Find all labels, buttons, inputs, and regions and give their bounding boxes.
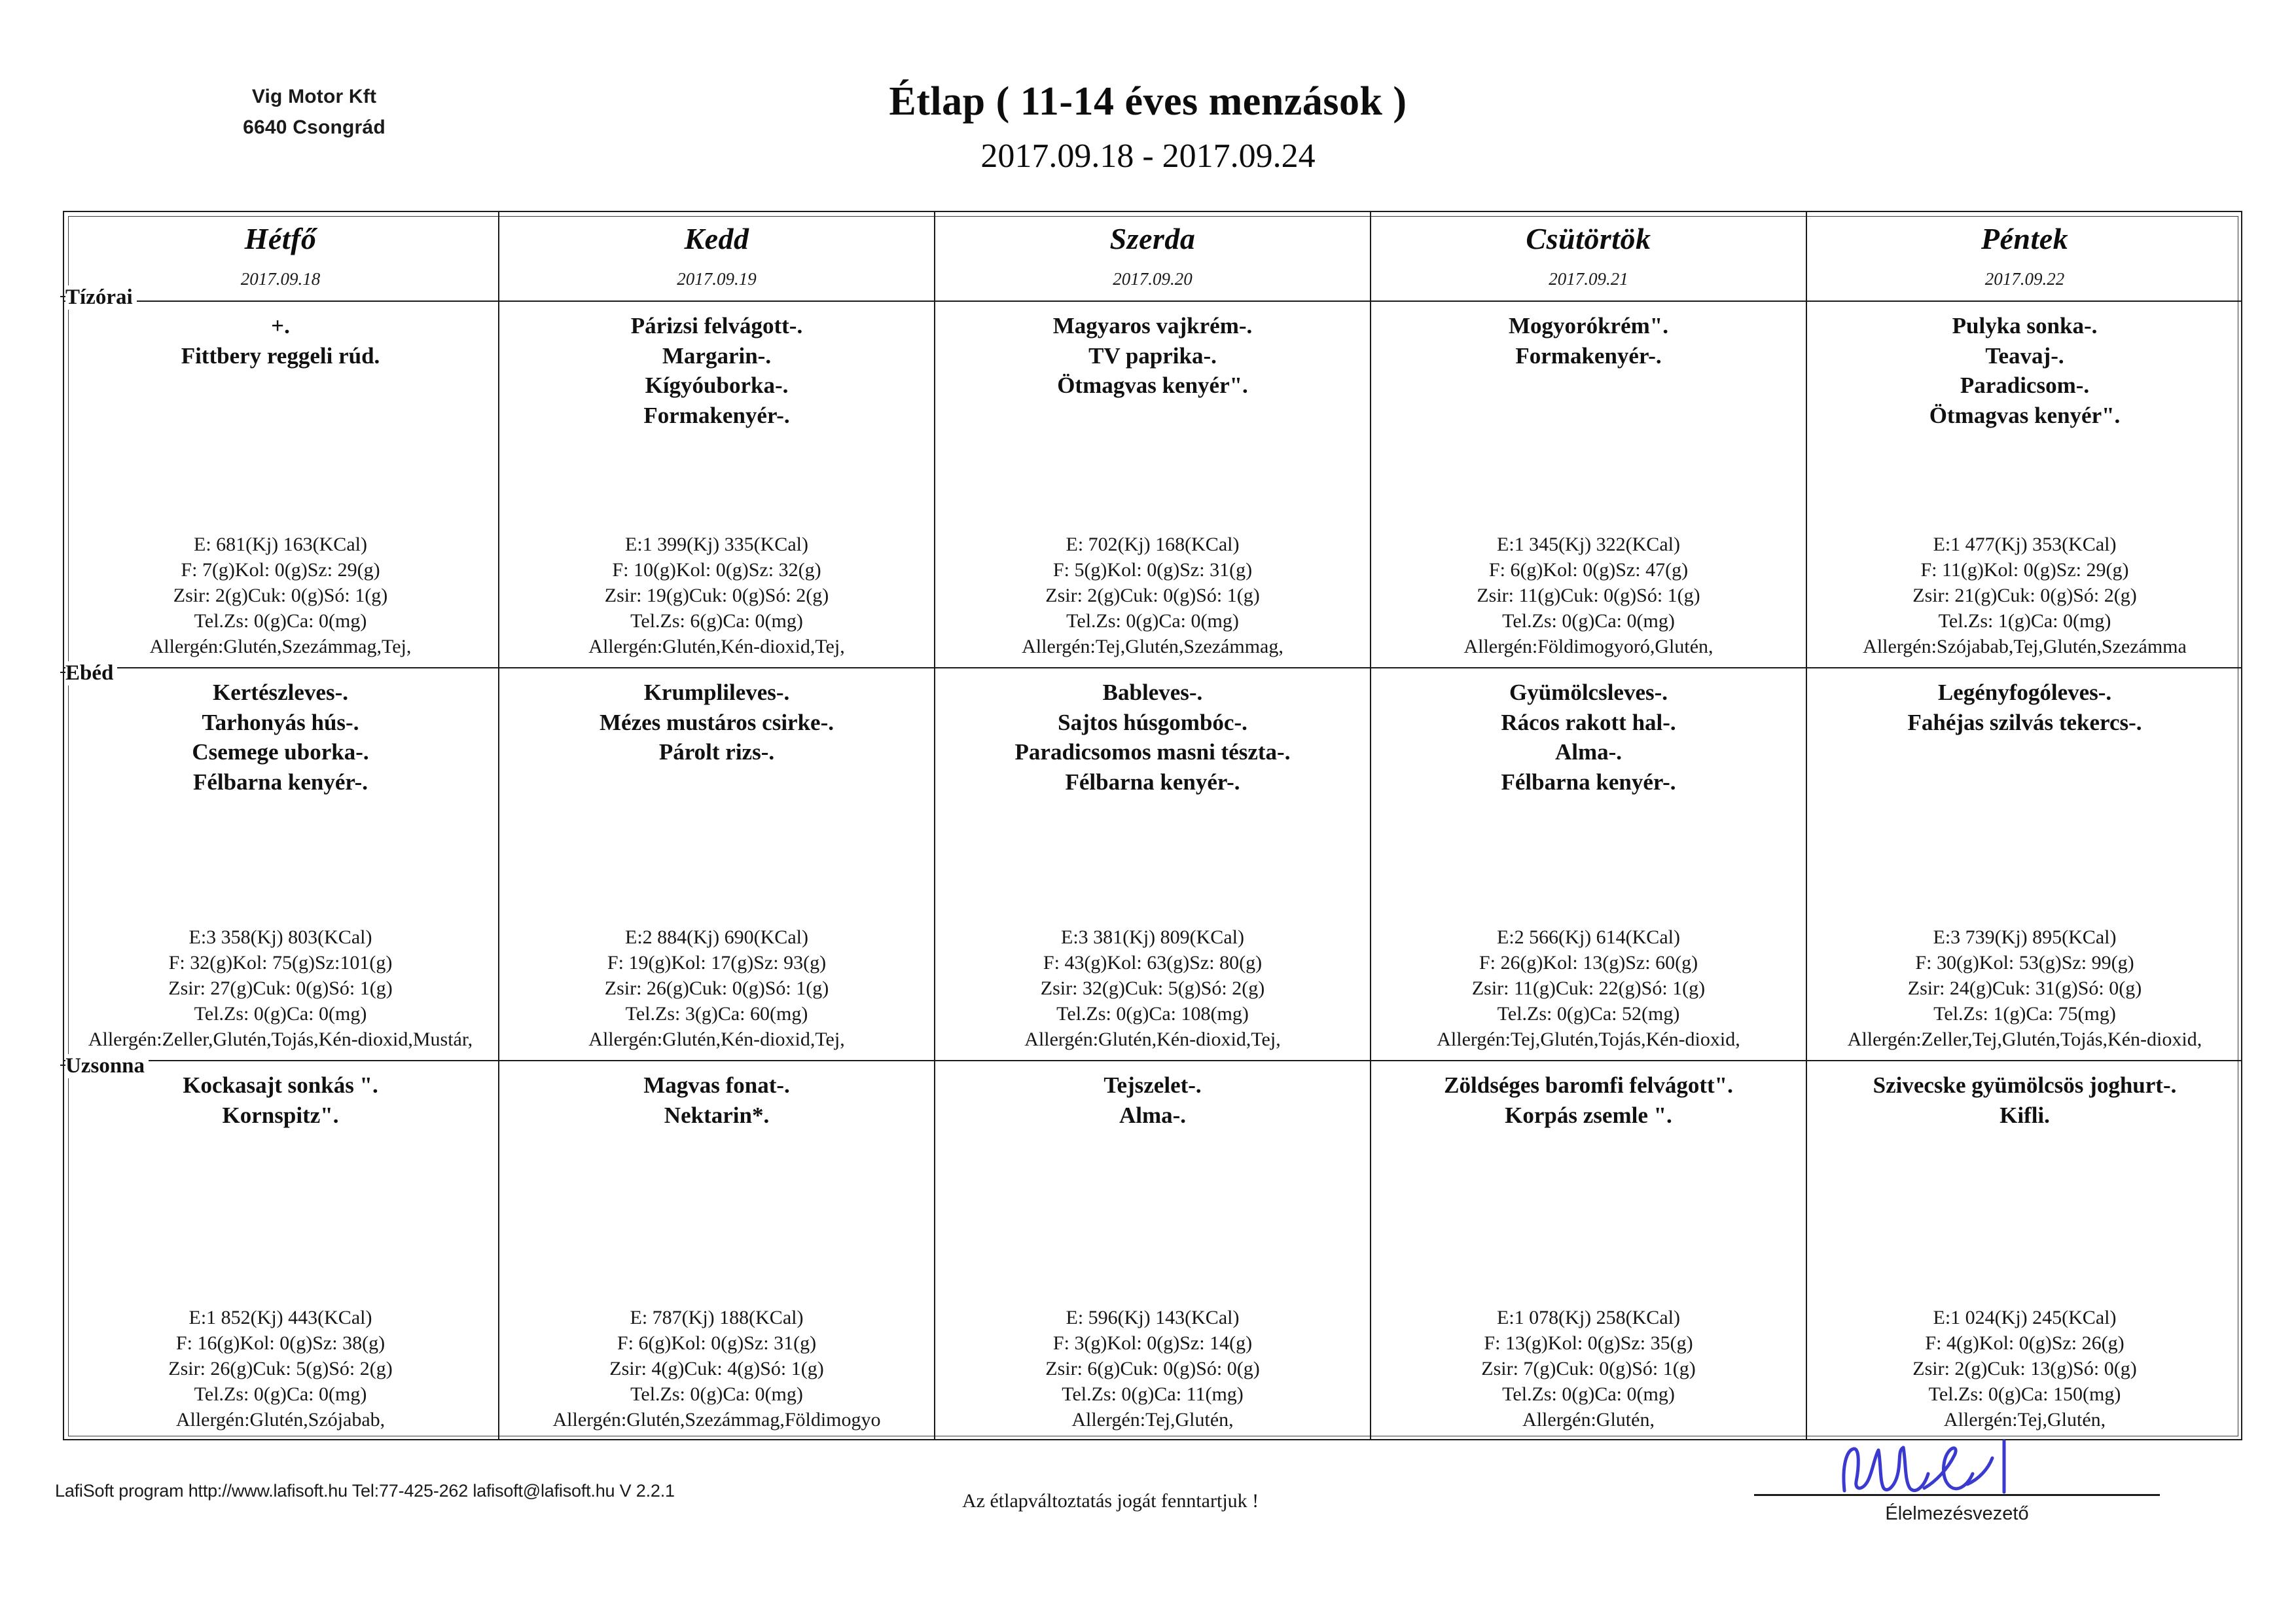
day-header-cell <box>935 211 1371 301</box>
macro-line-2: Zsir: 2(g)Cuk: 0(g)Só: 1(g) <box>173 585 388 606</box>
macro-line-2: Zsir: 2(g)Cuk: 0(g)Só: 1(g) <box>1045 585 1260 606</box>
date-range: 2017.09.18 - 2017.09.24 <box>980 137 1316 175</box>
dish-list <box>69 1070 492 1195</box>
dish-item: Ötmagvas kenyér". <box>1929 402 2121 428</box>
dish-item: Rácos rakott hal-. <box>1501 709 1676 735</box>
dish-item: Kertészleves-. <box>213 680 348 705</box>
dish-list <box>942 1070 1363 1195</box>
dish-item: Kockasajt sonkás ". <box>183 1072 378 1098</box>
nutrition-block <box>505 532 929 659</box>
dish-item: Margarin-. <box>662 342 772 369</box>
macro-line-1: F: 3(g)Kol: 0(g)Sz: 14(g) <box>1052 1332 1253 1354</box>
dish-list <box>1814 311 2236 435</box>
meal-cell <box>935 301 1371 668</box>
meal-cell <box>1806 1061 2242 1440</box>
dish-list <box>69 678 492 802</box>
dish-item: Szivecske gyümölcsös joghurt-. <box>1873 1072 2177 1098</box>
day-name: Csütörtök <box>1526 222 1651 255</box>
dish-item: Gyümölcsleves-. <box>1509 680 1668 705</box>
macro-line-3: Tel.Zs: 0(g)Ca: 11(mg) <box>1062 1383 1244 1405</box>
allergen-line: Allergén:Glutén,Szójabab, <box>175 1409 386 1431</box>
allergen-line: Allergén:Glutén, <box>1522 1409 1655 1431</box>
nutrition-block <box>1376 532 1801 659</box>
macro-line-1: F: 43(g)Kol: 63(g)Sz: 80(g) <box>1043 952 1263 974</box>
title-block <box>0 79 2296 175</box>
signature-rule <box>1754 1494 2160 1496</box>
meal-cell <box>1806 668 2242 1061</box>
energy-line: E:2 884(Kj) 690(KCal) <box>625 926 808 948</box>
nutrition-block <box>68 532 493 659</box>
macro-line-2: Zsir: 26(g)Cuk: 5(g)Só: 2(g) <box>168 1358 393 1379</box>
nutrition-block <box>941 532 1365 659</box>
dish-item: Paradicsomos masni tészta-. <box>1014 739 1291 765</box>
signature-caption: Élelmezésvezető <box>1885 1503 2029 1524</box>
day-date: 2017.09.22 <box>1984 269 2065 289</box>
macro-line-3: Tel.Zs: 1(g)Ca: 0(mg) <box>1938 610 2111 632</box>
dish-item: Mézes mustáros csirke-. <box>600 709 834 735</box>
dish-list <box>1814 678 2236 802</box>
energy-line: E:1 345(Kj) 322(KCal) <box>1497 534 1680 555</box>
macro-line-3: Tel.Zs: 0(g)Ca: 108(mg) <box>1056 1003 1249 1025</box>
dish-item: +. <box>271 313 290 338</box>
meal-cell <box>935 1061 1371 1440</box>
macro-line-1: F: 26(g)Kol: 13(g)Sz: 60(g) <box>1479 952 1698 974</box>
nutrition-block <box>941 924 1365 1052</box>
nutrition-block <box>1812 532 2237 659</box>
macro-line-3: Tel.Zs: 3(g)Ca: 60(mg) <box>625 1003 808 1025</box>
breakfast-row <box>63 301 2242 668</box>
day-header-row <box>63 211 2242 301</box>
dish-list <box>506 678 927 802</box>
macro-line-3: Tel.Zs: 0(g)Ca: 0(mg) <box>1502 1383 1675 1405</box>
dish-item: Teavaj-. <box>1985 342 2064 369</box>
dish-item: Legényfogóleves-. <box>1937 680 2112 705</box>
day-header-cell <box>499 211 935 301</box>
macro-line-2: Zsir: 11(g)Cuk: 0(g)Só: 1(g) <box>1477 585 1700 606</box>
dish-item: Pulyka sonka-. <box>1952 313 2098 338</box>
disclaimer-text: Az étlapváltoztatás jogát fenntartjuk ! <box>962 1490 1259 1512</box>
nutrition-block <box>1376 924 1801 1052</box>
handwritten-signature <box>1833 1431 2108 1503</box>
macro-line-3: Tel.Zs: 0(g)Ca: 0(mg) <box>194 1383 367 1405</box>
day-name: Kedd <box>684 222 749 255</box>
program-info: LafiSoft program http://www.lafisoft.hu Tel:77-425-262 lafisoft@lafisoft.hu V 2.2.1 <box>55 1481 675 1501</box>
energy-line: E:2 566(Kj) 614(KCal) <box>1497 926 1680 948</box>
dish-item: Párizsi felvágott-. <box>630 313 803 338</box>
dish-item: Korpás zsemle ". <box>1505 1102 1672 1128</box>
allergen-line: Allergén:Glutén,Kén-dioxid,Tej, <box>1024 1029 1281 1050</box>
meal-cell <box>1371 1061 1806 1440</box>
energy-line: E:1 399(Kj) 335(KCal) <box>625 534 808 555</box>
macro-line-1: F: 13(g)Kol: 0(g)Sz: 35(g) <box>1484 1332 1693 1354</box>
day-header-cell <box>1806 211 2242 301</box>
macro-line-2: Zsir: 19(g)Cuk: 0(g)Só: 2(g) <box>604 585 829 606</box>
macro-line-3: Tel.Zs: 0(g)Ca: 0(mg) <box>630 1383 803 1405</box>
allergen-line: Allergén:Zeller,Glutén,Tojás,Kén-dioxid,Mustár, <box>88 1029 473 1050</box>
macro-line-1: F: 10(g)Kol: 0(g)Sz: 32(g) <box>612 559 821 581</box>
macro-line-3: Tel.Zs: 0(g)Ca: 0(mg) <box>194 610 367 632</box>
macro-line-2: Zsir: 27(g)Cuk: 0(g)Só: 1(g) <box>168 977 393 999</box>
energy-line: E:1 078(Kj) 258(KCal) <box>1497 1307 1680 1328</box>
dish-item: Zöldséges baromfi felvágott". <box>1444 1072 1733 1098</box>
meal-cell <box>63 668 499 1061</box>
nutrition-block <box>505 924 929 1052</box>
nutrition-block <box>1812 924 2237 1052</box>
macro-line-1: F: 4(g)Kol: 0(g)Sz: 26(g) <box>1925 1332 2125 1354</box>
meal-cell <box>499 668 935 1061</box>
day-name: Hétfő <box>244 222 317 255</box>
dish-item: Krumplileves-. <box>643 680 790 705</box>
macro-line-1: F: 19(g)Kol: 17(g)Sz: 93(g) <box>607 952 827 974</box>
macro-line-1: F: 32(g)Kol: 75(g)Sz:101(g) <box>168 952 393 974</box>
dish-item: Fittbery reggeli rúd. <box>181 342 380 369</box>
macro-line-1: F: 7(g)Kol: 0(g)Sz: 29(g) <box>181 559 380 581</box>
dish-item: Formakenyér-. <box>1515 342 1662 369</box>
dish-item: Félbarna kenyér-. <box>1501 769 1676 795</box>
meal-cell <box>1371 301 1806 668</box>
day-date: 2017.09.20 <box>1113 269 1193 289</box>
macro-line-2: Zsir: 4(g)Cuk: 4(g)Só: 1(g) <box>609 1358 824 1379</box>
meal-cell <box>1371 668 1806 1061</box>
allergen-line: Allergén:Földimogyoró,Glutén, <box>1463 636 1713 657</box>
macro-line-2: Zsir: 24(g)Cuk: 31(g)Só: 0(g) <box>1907 977 2142 999</box>
macro-line-2: Zsir: 11(g)Cuk: 22(g)Só: 1(g) <box>1471 977 1706 999</box>
dish-list <box>1378 311 1799 435</box>
energy-line: E: 787(Kj) 188(KCal) <box>630 1307 804 1328</box>
dish-list <box>69 311 492 435</box>
dish-item: Mogyorókrém". <box>1509 313 1668 338</box>
menu-table <box>63 211 2242 1440</box>
energy-line: E:1 852(Kj) 443(KCal) <box>188 1307 372 1328</box>
row-label-breakfast: Tízórai <box>65 285 137 310</box>
dish-list <box>1378 678 1799 802</box>
dish-item: Sajtos húsgombóc-. <box>1058 709 1247 735</box>
energy-line: E: 702(Kj) 168(KCal) <box>1066 534 1240 555</box>
dish-item: Formakenyér-. <box>643 402 790 428</box>
dish-item: TV paprika-. <box>1088 342 1217 369</box>
page-title: Étlap ( 11-14 éves menzások ) <box>889 79 1407 124</box>
row-label-snack: Uzsonna <box>65 1054 149 1078</box>
allergen-line: Allergén:Tej,Glutén, <box>1071 1409 1234 1431</box>
dish-item: Ötmagvas kenyér". <box>1057 373 1248 398</box>
dish-item: Paradicsom-. <box>1960 373 2090 398</box>
dish-item: Csemege uborka-. <box>192 739 369 765</box>
macro-line-3: Tel.Zs: 0(g)Ca: 0(mg) <box>1066 610 1239 632</box>
meal-cell <box>499 301 935 668</box>
energy-line: E:3 739(Kj) 895(KCal) <box>1933 926 2117 948</box>
macro-line-3: Tel.Zs: 0(g)Ca: 0(mg) <box>194 1003 367 1025</box>
dish-item: Magvas fonat-. <box>643 1072 790 1098</box>
dish-item: Kifli. <box>2000 1102 2050 1128</box>
nutrition-block <box>68 1305 493 1432</box>
nutrition-block <box>1812 1305 2237 1432</box>
allergen-line: Allergén:Glutén,Kén-dioxid,Tej, <box>588 1029 845 1050</box>
macro-line-3: Tel.Zs: 6(g)Ca: 0(mg) <box>630 610 803 632</box>
snack-row <box>63 1061 2242 1440</box>
macro-line-3: Tel.Zs: 1(g)Ca: 75(mg) <box>1933 1003 2116 1025</box>
meal-cell <box>1806 301 2242 668</box>
allergen-line: Allergén:Tej,Glutén,Szezámmag, <box>1022 636 1283 657</box>
macro-line-1: F: 6(g)Kol: 0(g)Sz: 47(g) <box>1488 559 1689 581</box>
meal-cell <box>63 301 499 668</box>
energy-line: E:1 024(Kj) 245(KCal) <box>1933 1307 2117 1328</box>
row-label-lunch: Ebéd <box>65 661 117 685</box>
company-name: Vig Motor Kft <box>251 86 377 107</box>
nutrition-block <box>1376 1305 1801 1432</box>
macro-line-1: F: 6(g)Kol: 0(g)Sz: 31(g) <box>617 1332 817 1354</box>
day-name: Péntek <box>1981 222 2069 255</box>
allergen-line: Allergén:Zeller,Tej,Glutén,Tojás,Kén-dioxid, <box>1847 1029 2202 1050</box>
lunch-row <box>63 668 2242 1061</box>
dish-item: Félbarna kenyér-. <box>193 769 368 795</box>
nutrition-block <box>505 1305 929 1432</box>
macro-line-2: Zsir: 6(g)Cuk: 0(g)Só: 0(g) <box>1045 1358 1260 1379</box>
macro-line-3: Tel.Zs: 0(g)Ca: 150(mg) <box>1928 1383 2121 1405</box>
macro-line-3: Tel.Zs: 0(g)Ca: 0(mg) <box>1502 610 1675 632</box>
energy-line: E:3 381(Kj) 809(KCal) <box>1061 926 1244 948</box>
macro-line-2: Zsir: 32(g)Cuk: 5(g)Só: 2(g) <box>1040 977 1265 999</box>
dish-list <box>1378 1070 1799 1195</box>
allergen-line: Allergén:Glutén,Szezámmag,Tej, <box>149 636 412 657</box>
macro-line-2: Zsir: 21(g)Cuk: 0(g)Só: 2(g) <box>1912 585 2137 606</box>
dish-item: Bableves-. <box>1102 680 1203 705</box>
nutrition-block <box>941 1305 1365 1432</box>
allergen-line: Allergén:Tej,Glutén, <box>1943 1409 2106 1431</box>
allergen-line: Allergén:Tej,Glutén,Tojás,Kén-dioxid, <box>1437 1029 1740 1050</box>
day-date: 2017.09.18 <box>240 269 321 289</box>
energy-line: E: 681(Kj) 163(KCal) <box>194 534 367 555</box>
dish-item: Alma-. <box>1119 1102 1187 1128</box>
macro-line-1: F: 16(g)Kol: 0(g)Sz: 38(g) <box>175 1332 386 1354</box>
allergen-line: Allergén:Szójabab,Tej,Glutén,Szezámma <box>1863 636 2187 657</box>
dish-item: Fahéjas szilvás tekercs-. <box>1907 709 2142 735</box>
dish-item: Tarhonyás hús-. <box>202 709 359 735</box>
macro-line-3: Tel.Zs: 0(g)Ca: 52(mg) <box>1497 1003 1680 1025</box>
dish-item: Alma-. <box>1554 739 1623 765</box>
day-name: Szerda <box>1109 222 1196 255</box>
day-header-cell <box>1371 211 1806 301</box>
dish-item: Tejszelet-. <box>1103 1072 1202 1098</box>
dish-item: Kornspitz". <box>222 1102 339 1128</box>
macro-line-1: F: 5(g)Kol: 0(g)Sz: 31(g) <box>1052 559 1253 581</box>
allergen-line: Allergén:Glutén,Szezámmag,Földimogyo <box>552 1409 881 1431</box>
dish-list <box>506 311 927 435</box>
energy-line: E:3 358(Kj) 803(KCal) <box>188 926 372 948</box>
dish-list <box>1814 1070 2236 1195</box>
day-date: 2017.09.19 <box>677 269 757 289</box>
day-date: 2017.09.21 <box>1549 269 1628 289</box>
macro-line-1: F: 11(g)Kol: 0(g)Sz: 29(g) <box>1920 559 2129 581</box>
dish-list <box>942 678 1363 802</box>
macro-line-2: Zsir: 26(g)Cuk: 0(g)Só: 1(g) <box>604 977 829 999</box>
energy-line: E:1 477(Kj) 353(KCal) <box>1933 534 2117 555</box>
meal-cell <box>499 1061 935 1440</box>
company-address: 6640 Csongrád <box>243 116 386 138</box>
dish-item: Kígyóuborka-. <box>645 373 789 398</box>
nutrition-block <box>68 924 493 1052</box>
dish-item: Magyaros vajkrém-. <box>1052 313 1253 338</box>
dish-item: Félbarna kenyér-. <box>1065 769 1240 795</box>
meal-cell <box>935 668 1371 1061</box>
dish-list <box>942 311 1363 435</box>
allergen-line: Allergén:Glutén,Kén-dioxid,Tej, <box>588 636 845 657</box>
macro-line-2: Zsir: 2(g)Cuk: 13(g)Só: 0(g) <box>1912 1358 2137 1379</box>
macro-line-2: Zsir: 7(g)Cuk: 0(g)Só: 1(g) <box>1481 1358 1696 1379</box>
dish-list <box>506 1070 927 1195</box>
meal-cell <box>63 1061 499 1440</box>
dish-item: Nektarin*. <box>664 1102 770 1128</box>
energy-line: E: 596(Kj) 143(KCal) <box>1066 1307 1240 1328</box>
dish-item: Párolt rizs-. <box>658 739 775 765</box>
macro-line-1: F: 30(g)Kol: 53(g)Sz: 99(g) <box>1915 952 2134 974</box>
